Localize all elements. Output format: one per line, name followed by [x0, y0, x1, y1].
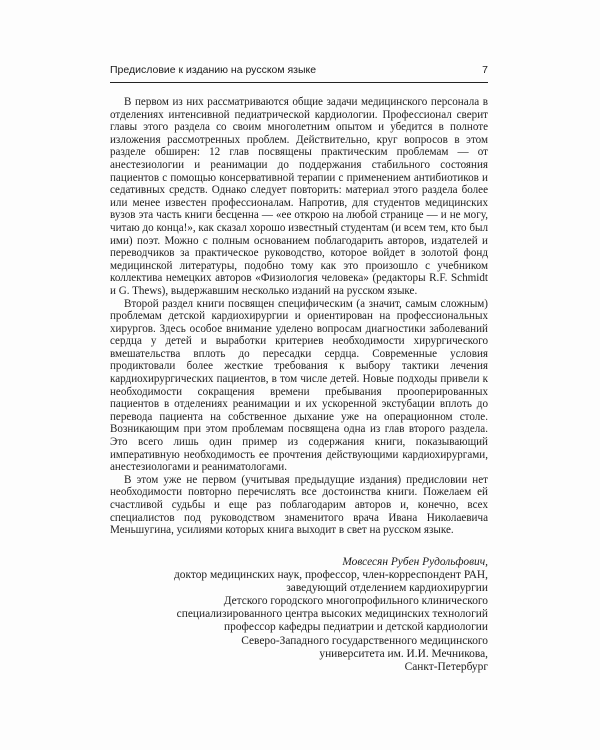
signature-block [110, 556, 488, 674]
signature-line: Санкт-Петербург [404, 660, 488, 673]
paragraph-1: В первом из них рассматриваются общие задачи медицинского персонала в отделениях интенсивной педиатрической кардиологии. Профессионал сверит главы этого раздела со своим многолетним опытом и убедится в полноте изложения рассмотренных проблем. Действительно, круг вопросов в этом разделе обширен: 12 глав посвящены практическим проблемам — от анестезиологии и реанимации до поддержания стабильного состояния пациентов с помощью консервативной терапии с применением антибиотиков и седативных средств. Однако следует повторить: материал этого раздела более или менее известен профессионалам. Напротив, для студентов медицинских вузов эта часть книги бесценна — «ее открою на любой странице — и не могу, читаю до конца!», как сказал хорошо известный студентам (и всем тем, кто был ими) поэт. Можно с полным основанием поблагодарить авторов, издателей и переводчиков за практическое руководство, которое войдет в золотой фонд медицинской литературы, подобно тому как это произошло с учебником коллектива немецких авторов «Физиология человека» (редакторы R.F. Schmidt и G. Thews), выдержавшим несколько изданий на русском языке. [110, 96, 488, 297]
signature-line: университета им. И.И. Мечникова, [319, 647, 488, 660]
page-number: 7 [482, 64, 488, 76]
signature-line: заведующий отделением кардиохирургии [286, 582, 488, 595]
signature-line: профессор кафедры педиатрии и детской кардиологии [224, 621, 488, 634]
signature-line: Северо-Западного государственного медицинского [241, 634, 488, 647]
running-header-title: Предисловие к изданию на русском языке [110, 64, 317, 76]
signature-line: специализированного центра высоких медицинских технологий [176, 608, 488, 621]
signature-line: Детского городского многопрофильного клинического [223, 595, 488, 608]
signature-line: доктор медицинских наук, профессор, член-корреспондент РАН, [174, 569, 488, 582]
paragraph-2: Второй раздел книги посвящен специфическим (а значит, самым сложным) проблемам детской кардиохирургии и ориентирован на профессиональных хирургов. Здесь особое внимание уделено вопросам диагностики заболеваний сердца у детей и выработки критериев необходимости хирургического вмешательства вплоть до пересадки сердца. Современные условия продиктовали более жесткие требования к выбору тактики лечения кардиохирургических пациентов, в том числе детей. Новые подходы привели к необходимости сокращения времени пребывания прооперированных пациентов в отделениях реанимации и их ускоренной экстубации вплоть до перевода пациента на собственное дыхание уже на операционном столе. Возникающим при этом проблемам посвящена одна из глав второго раздела. Это всего лишь один пример из содержания книги, показывающий императивную необходимость ее прочтения действующими кардиохирургами, анестезиологами и реаниматологами. [110, 297, 488, 474]
paragraph-3: В этом уже не первом (учитывая предыдущие издания) предисловии нет необходимости повторно перечислять все достоинства книги. Пожелаем ей счастливой судьбы и еще раз поблагодарим авторов и, конечно, всех специалистов под руководством знаменитого врача Ивана Николаевича Меньшугина, усилиями которых книга выходит в свет на русском языке. [110, 473, 488, 537]
running-header [110, 62, 488, 83]
signature-name: Мовсесян Рубен Рудольфович, [342, 556, 488, 568]
body-text [110, 96, 488, 537]
